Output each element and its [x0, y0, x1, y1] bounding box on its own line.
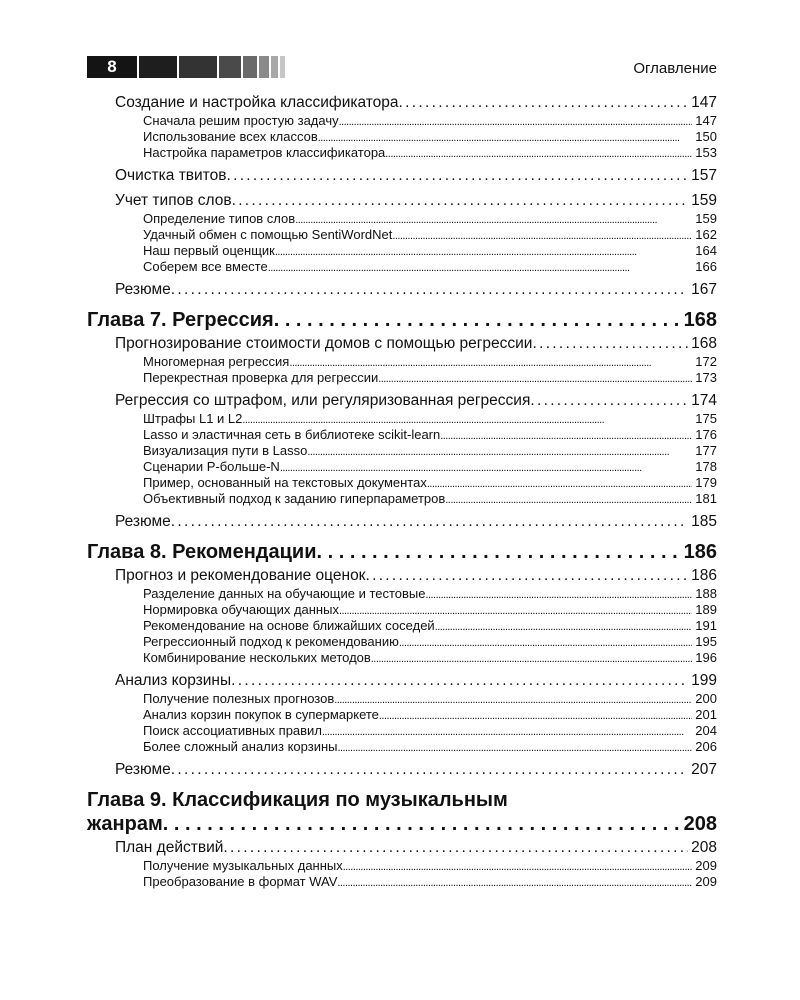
- header-bar-block: [219, 56, 241, 78]
- toc-section[interactable]: Прогнозирование стоимости домов с помощью регрессии . . . 168: [115, 334, 717, 354]
- toc-chapter[interactable]: Глава 8. Рекомендации . . . 186: [87, 540, 717, 564]
- toc-subsection[interactable]: Многомерная регрессия . . . 172: [143, 354, 717, 370]
- toc-chapter[interactable]: [87, 788, 717, 836]
- toc-subsection[interactable]: Соберем все вместе . . . 166: [143, 259, 717, 275]
- header-bar-block: [259, 56, 269, 78]
- dot-leader: [322, 724, 692, 739]
- toc-subsection[interactable]: Поиск ассоциативных правил . . . 204: [143, 723, 717, 739]
- page-ref: 201: [695, 707, 717, 722]
- chapter-title-line1: Глава 9. Классификация по музыкальным: [87, 789, 508, 811]
- dot-leader: [426, 587, 693, 602]
- toc-subsection[interactable]: Использование всех классов . . . 150: [143, 129, 717, 145]
- dot-leader: [379, 708, 692, 723]
- page-ref: 186: [683, 541, 717, 563]
- page-ref: 153: [695, 145, 717, 160]
- page-ref: 189: [695, 602, 717, 617]
- toc-subsection[interactable]: Перекрестная проверка для регрессии . . . 173: [143, 370, 717, 386]
- toc-section[interactable]: Резюме . . . 167: [115, 280, 717, 300]
- dot-leader: [440, 428, 692, 443]
- toc-subsection[interactable]: Сценарии P-больше-N . . . 178: [143, 459, 717, 475]
- toc-subsection[interactable]: Объективный подход к заданию гиперпараметров . . . 181: [143, 491, 717, 507]
- page-ref: 157: [691, 167, 717, 184]
- dot-leader: [232, 191, 689, 211]
- toc-subsection[interactable]: Настройка параметров классификатора . . . 153: [143, 145, 717, 161]
- page-ref: 208: [691, 839, 717, 856]
- dot-leader: [530, 391, 688, 411]
- toc-subsection[interactable]: Получение полезных прогнозов . . . 200: [143, 691, 717, 707]
- toc-subsection[interactable]: Сначала решим простую задачу . . . 147: [143, 113, 717, 129]
- page-ref: 168: [683, 309, 717, 331]
- dot-leader: [378, 371, 692, 386]
- dot-leader: [280, 460, 692, 475]
- toc-subsection[interactable]: Рекомендование на основе ближайших соседей . . . 191: [143, 618, 717, 634]
- dot-leader: [223, 838, 688, 858]
- toc-subsection[interactable]: Разделение данных на обучающие и тестовые . . . 188: [143, 586, 717, 602]
- page-ref: 196: [695, 650, 717, 665]
- toc-section[interactable]: Резюме . . . 207: [115, 760, 717, 780]
- toc-subsection[interactable]: Пример, основанный на текстовых документах . . . 179: [143, 475, 717, 491]
- toc-chapter[interactable]: Глава 7. Регрессия . . . 168: [87, 308, 717, 332]
- page-ref: 167: [691, 281, 717, 298]
- toc-subsection[interactable]: Преобразование в формат WAV . . . 209: [143, 874, 717, 890]
- dot-leader: [318, 130, 693, 145]
- page-ref: 208: [683, 813, 717, 835]
- dot-leader: [307, 444, 692, 459]
- page-ref: 209: [695, 858, 717, 873]
- page-ref: 195: [695, 634, 717, 649]
- header-bar-block: [139, 56, 177, 78]
- dot-leader: [295, 212, 692, 227]
- page-ref: 174: [691, 392, 717, 409]
- running-header: [87, 56, 717, 78]
- dot-leader: [171, 512, 688, 532]
- chapter-title-line2: жанрам: [87, 813, 163, 835]
- toc-section[interactable]: Прогноз и рекомендование оценок . . . 186: [115, 566, 717, 586]
- page-ref: 207: [691, 761, 717, 778]
- dot-leader: [339, 603, 692, 618]
- dot-leader: [334, 692, 692, 707]
- dot-leader: [171, 280, 688, 300]
- toc-subsection[interactable]: Комбинирование нескольких методов . . . 196: [143, 650, 717, 666]
- dot-leader: [399, 635, 692, 650]
- dot-leader: [445, 492, 692, 507]
- page-ref: 172: [695, 354, 717, 369]
- dot-leader: [289, 355, 692, 370]
- page-ref: 185: [691, 513, 717, 530]
- page-ref: 159: [695, 211, 717, 226]
- toc-subsection[interactable]: Получение музыкальных данных . . . 209: [143, 858, 717, 874]
- dot-leader: [268, 260, 693, 275]
- page-ref: 150: [695, 129, 717, 144]
- dot-leader: [337, 875, 692, 890]
- page-ref: 166: [695, 259, 717, 274]
- toc-subsection[interactable]: Регрессионный подход к рекомендованию . . . 195: [143, 634, 717, 650]
- header-bar-block: [271, 56, 278, 78]
- page-ref: 186: [691, 567, 717, 584]
- toc-section[interactable]: Анализ корзины . . . 199: [115, 671, 717, 691]
- toc-subsection[interactable]: Lasso и эластичная сеть в библиотеке scikit-learn . . . 176: [143, 427, 717, 443]
- dot-leader: [385, 146, 692, 161]
- dot-leader: [371, 651, 693, 666]
- dot-leader: [338, 740, 693, 755]
- page-ref: 200: [695, 691, 717, 706]
- page-ref: 176: [695, 427, 717, 442]
- dot-leader: [339, 114, 693, 129]
- page-ref: 164: [695, 243, 717, 258]
- page-ref: 147: [695, 113, 717, 128]
- dot-leader: [226, 166, 688, 186]
- page-ref: 204: [695, 723, 717, 738]
- dot-leader: [316, 540, 680, 564]
- header-bar-block: [243, 56, 257, 78]
- dot-leader: [275, 244, 692, 259]
- page-ref: 147: [691, 94, 717, 111]
- page-ref: 162: [695, 227, 717, 242]
- toc-section[interactable]: План действий . . . 208: [115, 838, 717, 858]
- toc-section[interactable]: Создание и настройка классификатора . . . 147: [115, 93, 717, 113]
- page-ref: 168: [691, 335, 717, 352]
- toc-subsection[interactable]: Нормировка обучающих данных . . . 189: [143, 602, 717, 618]
- page-ref: 159: [691, 192, 717, 209]
- toc-subsection[interactable]: Штрафы L1 и L2 . . . 175: [143, 411, 717, 427]
- toc-subsection[interactable]: Анализ корзин покупок в супермаркете . . . 201: [143, 707, 717, 723]
- toc-subsection[interactable]: Определение типов слов . . . 159: [143, 211, 717, 227]
- toc-section[interactable]: Учет типов слов . . . 159: [115, 191, 717, 211]
- toc-section[interactable]: Резюме . . . 185: [115, 512, 717, 532]
- page-ref: 177: [695, 443, 717, 458]
- dot-leader: [242, 412, 692, 427]
- page-ref: 206: [695, 739, 717, 754]
- toc-section[interactable]: Очистка твитов . . . 157: [115, 166, 717, 186]
- dot-leader: [427, 476, 692, 491]
- table-of-contents: [87, 93, 717, 890]
- dot-leader: [343, 859, 693, 874]
- page-ref: 181: [695, 491, 717, 506]
- page-ref: 199: [691, 672, 717, 689]
- toc-subsection[interactable]: Удачный обмен с помощью SentiWordNet . . . 162: [143, 227, 717, 243]
- page-ref: 175: [695, 411, 717, 426]
- dot-leader: [365, 566, 688, 586]
- page-ref: 209: [695, 874, 717, 889]
- dot-leader: [163, 812, 681, 836]
- toc-subsection[interactable]: Визуализация пути в Lasso . . . 177: [143, 443, 717, 459]
- dot-leader: [392, 228, 692, 243]
- dot-leader: [231, 671, 688, 691]
- dot-leader: [532, 334, 688, 354]
- dot-leader: [274, 308, 681, 332]
- dot-leader: [435, 619, 693, 634]
- page-ref: 179: [695, 475, 717, 490]
- toc-subsection[interactable]: Наш первый оценщик . . . 164: [143, 243, 717, 259]
- page-ref: 178: [695, 459, 717, 474]
- page-number: 8: [87, 56, 137, 78]
- header-bar-block: [280, 56, 285, 78]
- page-ref: 191: [695, 618, 717, 633]
- dot-leader: [399, 93, 689, 113]
- page-ref: 173: [695, 370, 717, 385]
- dot-leader: [171, 760, 688, 780]
- section-title: Оглавление: [633, 60, 717, 77]
- page-ref: 188: [695, 586, 717, 601]
- header-bar-block: [179, 56, 217, 78]
- toc-subsection[interactable]: Более сложный анализ корзины . . . 206: [143, 739, 717, 755]
- toc-section[interactable]: Регрессия со штрафом, или регуляризованная регрессия . . . 174: [115, 391, 717, 411]
